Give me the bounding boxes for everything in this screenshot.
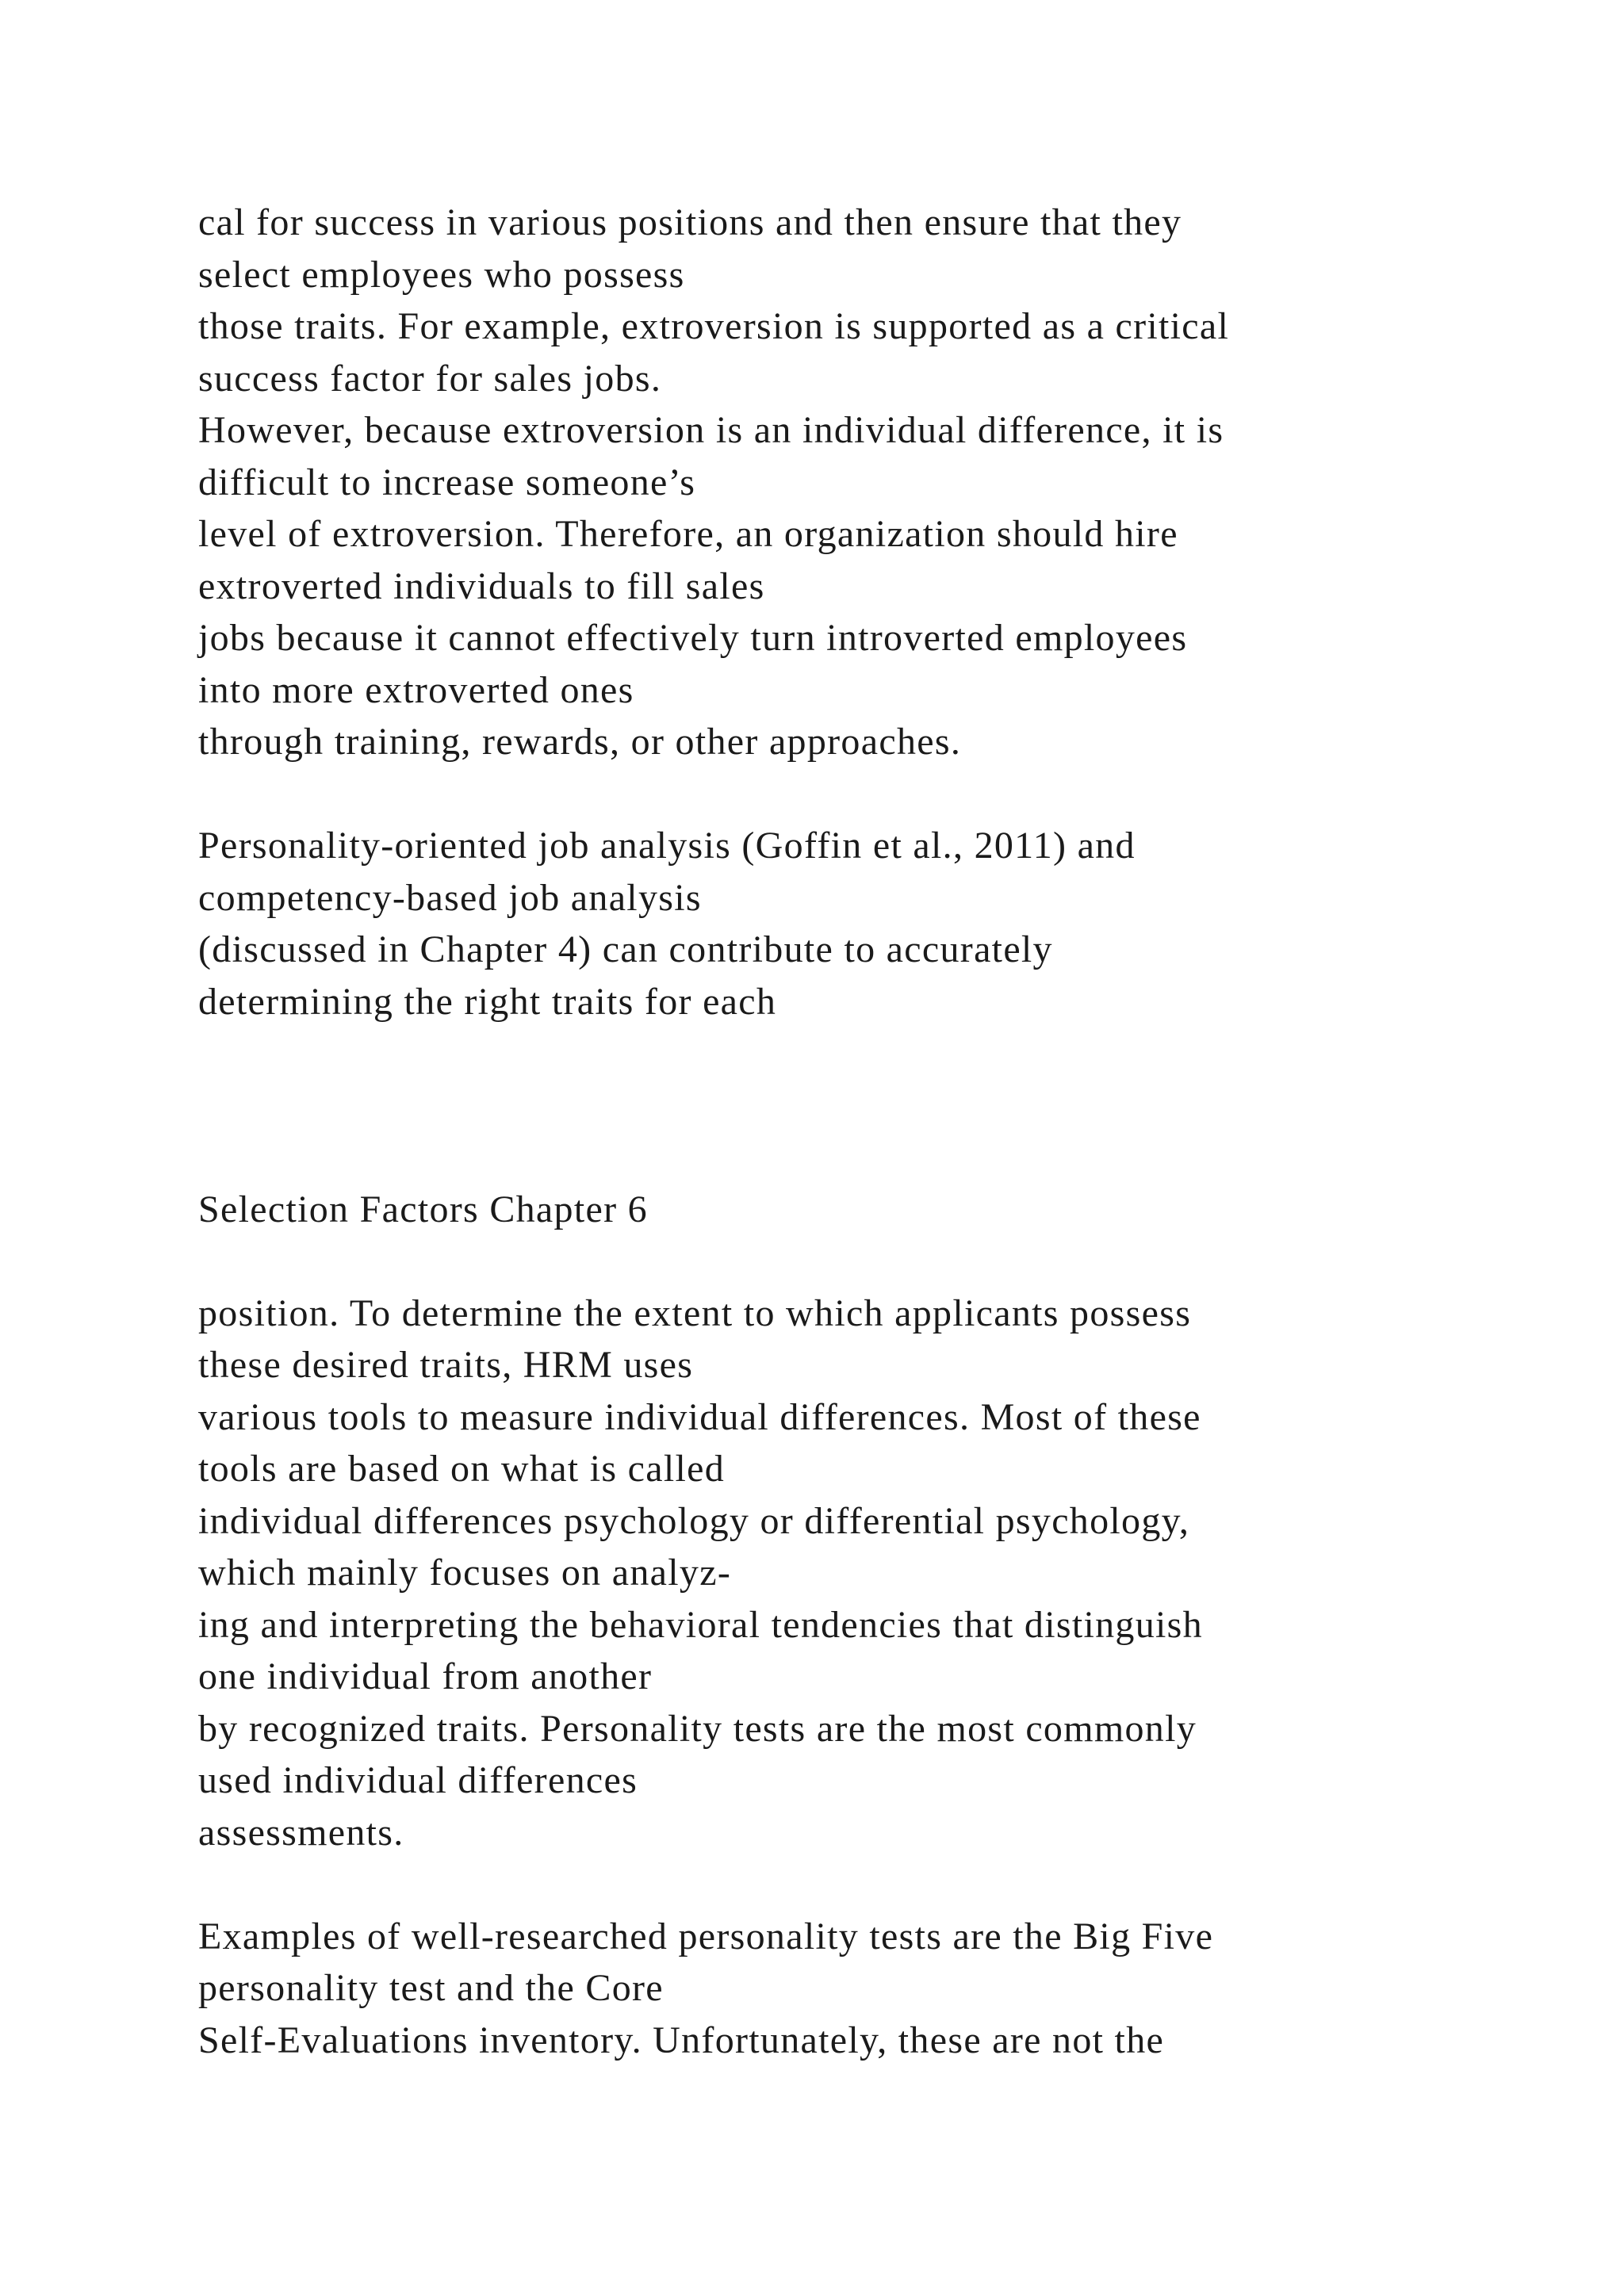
text-line: determining the right traits for each (198, 980, 777, 1023)
document-body (198, 197, 1586, 2066)
text-line: individual differences psychology or differential psychology, (198, 1499, 1190, 1542)
text-line: into more extroverted ones (198, 668, 634, 711)
text-line: level of extroversion. Therefore, an organization should hire (198, 513, 1178, 555)
text-line: which mainly focuses on analyz- (198, 1552, 732, 1594)
text-line: cal for success in various positions and then ensure that they (198, 201, 1182, 243)
text-line: various tools to measure individual differences. Most of these (198, 1395, 1201, 1438)
text-line: ing and interpreting the behavioral tendencies that distinguish (198, 1603, 1203, 1646)
text-line: personality test and the Core (198, 1967, 664, 2009)
text-line: by recognized traits. Personality tests are the most commonly (198, 1707, 1197, 1750)
blank-line (198, 1131, 1586, 1184)
text-line: competency-based job analysis (198, 876, 702, 919)
text-line: difficult to increase someone’s (198, 461, 696, 503)
section-heading: Selection Factors Chapter 6 (198, 1188, 648, 1230)
text-line: through training, rewards, or other approaches. (198, 721, 962, 763)
text-line: used individual differences (198, 1759, 638, 1801)
text-line: (discussed in Chapter 4) can contribute to accurately (198, 928, 1053, 970)
text-line: jobs because it cannot effectively turn introverted employees (198, 617, 1188, 659)
text-line: Self-Evaluations inventory. Unfortunately, these are not the (198, 2019, 1165, 2061)
text-line: Personality-oriented job analysis (Goffin et al., 2011) and (198, 825, 1136, 867)
blank-line (198, 1858, 1586, 1911)
text-line: However, because extroversion is an individual difference, it is (198, 409, 1224, 451)
text-line: Examples of well-researched personality tests are the Big Five (198, 1915, 1214, 1957)
text-line: success factor for sales jobs. (198, 357, 662, 400)
text-line: select employees who possess (198, 253, 685, 296)
text-line: extroverted individuals to fill sales (198, 564, 765, 607)
text-line: assessments. (198, 1811, 404, 1854)
text-line: one individual from another (198, 1655, 653, 1697)
blank-line (198, 1080, 1586, 1132)
blank-line (198, 768, 1586, 821)
blank-line (198, 1027, 1586, 1080)
text-line: position. To determine the extent to which applicants possess (198, 1292, 1192, 1334)
blank-line (198, 1235, 1586, 1288)
text-line: those traits. For example, extroversion is supported as a critical (198, 305, 1230, 347)
text-line: tools are based on what is called (198, 1448, 726, 1490)
text-line: these desired traits, HRM uses (198, 1344, 694, 1386)
